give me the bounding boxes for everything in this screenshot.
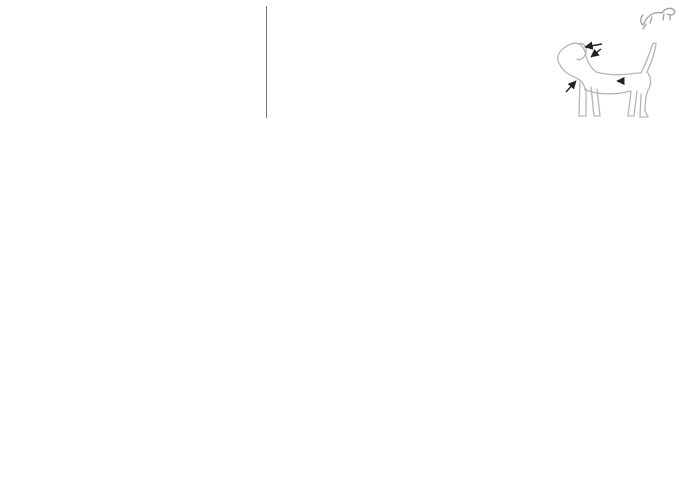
column-divider [266, 6, 267, 118]
diagram-arrows [566, 44, 624, 92]
dog-measurement-diagram [552, 32, 679, 122]
print-instructions [7, 4, 259, 9]
measure-instructions [277, 4, 543, 20]
dog-outline [558, 43, 656, 117]
leaping-dog-icon [639, 2, 679, 30]
harness-band [609, 69, 619, 94]
brand-logo [538, 2, 679, 36]
